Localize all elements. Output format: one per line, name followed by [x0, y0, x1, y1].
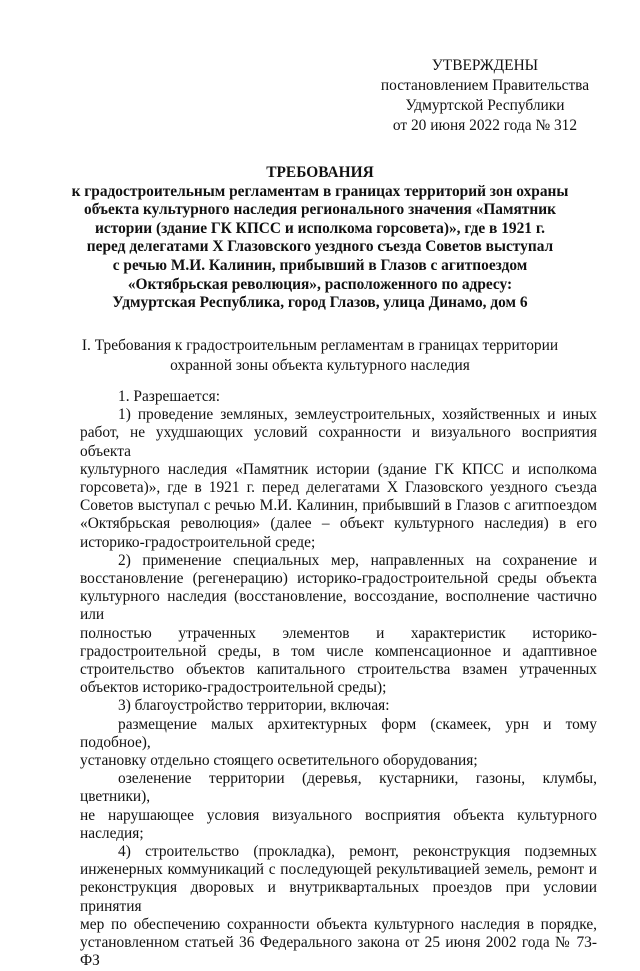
- paragraph-line: реконструкция дворовых и внутриквартальных проездов при условии принятия: [80, 879, 597, 915]
- section-heading-line: I. Требования к градостроительным регламентам в границах территории: [81, 337, 559, 354]
- paragraph-line: 2) применение специальных мер, направленных на сохранение и: [118, 551, 597, 569]
- paragraph-line: мер по обеспечению сохранности объекта культурного наследия в порядке,: [80, 915, 597, 933]
- title-line: к градостроительным регламентам в границах территорий зон охраны: [71, 182, 569, 200]
- paragraph-line: Советов выступал с речью М.И. Калинин, прибывший в Глазов с агитпоездом: [80, 497, 597, 515]
- paragraph-line: историко-градостроительной среде;: [80, 533, 316, 551]
- paragraph-line: горсовета)», где в 1921 г. перед делегатами X Глазовского уездного съезда: [80, 479, 597, 497]
- title-line: Удмуртская Республика, город Глазов, улица Динамо, дом 6: [112, 294, 528, 312]
- paragraph-line: инженерных коммуникаций с последующей рекультивацией земель, ремонт и: [80, 861, 597, 879]
- title-line: перед делегатами X Глазовского уездного съезда Советов выступал: [86, 238, 554, 256]
- paragraph-line: размещение малых архитектурных форм (скамеек, урн и тому подобное),: [80, 715, 597, 751]
- paragraph-line: восстановление (регенерацию) историко-градостроительной среды объекта: [80, 570, 597, 588]
- paragraph-line: озеленение территории (деревья, кустарники, газоны, клумбы, цветники),: [80, 770, 597, 806]
- paragraph-line: наследия;: [80, 824, 144, 842]
- paragraph-line: объектов историко-градостроительной среды);: [80, 679, 387, 697]
- document-body: [80, 388, 597, 971]
- title-heading: ТРЕБОВАНИЯ: [266, 164, 374, 181]
- paragraph-line: установленном статьей 36 Федерального закона от 25 июня 2002 года № 73-ФЗ: [80, 934, 597, 970]
- title-line: объекта культурного наследия регионального значения «Памятник: [84, 201, 556, 219]
- paragraph-line: строительство объектов капитального строительства взамен утраченных: [80, 661, 597, 679]
- paragraph-line: культурного наследия «Памятник истории (здание ГК КПСС и исполкома: [80, 460, 597, 478]
- title-line: истории (здание ГК КПСС и исполкома горсовета)», где в 1921 г.: [95, 219, 545, 237]
- paragraph-line: градостроительной среды, в том числе компенсационное и адаптивное: [80, 642, 597, 660]
- paragraph-line: не нарушающее условия визуального восприятия объекта культурного: [80, 806, 597, 824]
- approval-line: постановлением Правительства: [380, 77, 590, 94]
- approval-stamp: [360, 56, 610, 136]
- paragraph-line: 3) благоустройство территории, включая:: [118, 697, 390, 715]
- paragraph-line: полностью утраченных элементов и характеристик историко-: [80, 624, 597, 642]
- title-line: с речью М.И. Калинин, прибывший в Глазов с агитпоездом: [112, 256, 528, 274]
- title-line: «Октябрьская революция», расположенного по адресу:: [127, 275, 513, 293]
- paragraph-line: установку отдельно стоящего осветительного оборудования;: [80, 752, 478, 770]
- approval-line: Удмуртской Республики: [405, 97, 565, 114]
- approval-heading: УТВЕРЖДЕНЫ: [431, 57, 539, 74]
- document-title: [40, 164, 600, 313]
- section-heading-line: охранной зоны объекта культурного наследия: [170, 357, 470, 374]
- paragraph-line: 4) строительство (прокладка), ремонт, реконструкция подземных: [118, 843, 597, 861]
- paragraph-line: «Октябрьская революция» (далее – объект культурного наследия) в его: [80, 515, 597, 533]
- section-heading: [40, 336, 600, 376]
- paragraph-line: культурного наследия (восстановление, воссоздание, восполнение частично или: [80, 588, 597, 624]
- item-1-heading: 1. Разрешается:: [118, 388, 221, 405]
- paragraph-line: работ, не ухудшающих условий сохранности и визуального восприятия объекта: [80, 424, 597, 460]
- paragraph-line: 1) проведение земляных, землеустроительных, хозяйственных и иных: [118, 406, 597, 424]
- approval-line: от 20 июня 2022 года № 312: [392, 117, 578, 134]
